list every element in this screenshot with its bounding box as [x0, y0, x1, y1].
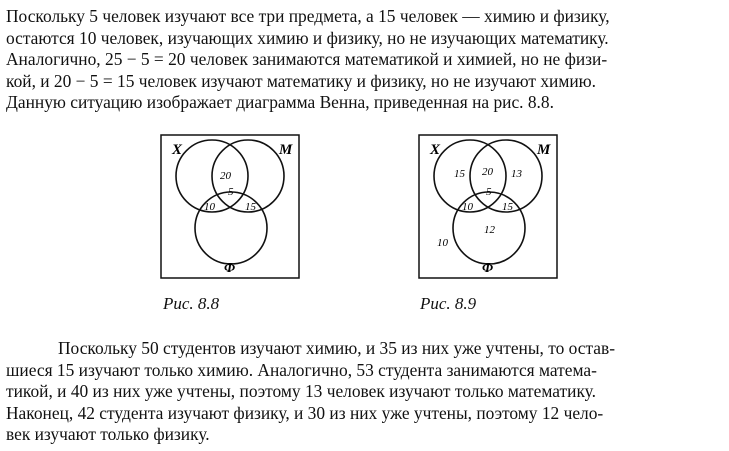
paragraph-1-line: Данную ситуацию изображает диаграмма Венна, приведенная на рис. 8.8. [6, 92, 554, 113]
figure-caption-8-9: Рис. 8.9 [420, 294, 477, 313]
region-xm-value: 20 [482, 166, 493, 178]
set-f-label: Φ [482, 261, 494, 276]
region-xmf-value: 5 [228, 186, 234, 198]
paragraph-2-line: век изучают только физику. [6, 424, 210, 445]
region-xmf-value: 5 [486, 186, 492, 198]
region-mf-value: 15 [502, 201, 513, 213]
paragraph-2-line: шиеся 15 изучают только химию. Аналогично, 53 студента занимаются матема- [6, 359, 597, 380]
paragraph-2 [6, 338, 721, 446]
region-xm-value: 20 [220, 170, 231, 182]
paragraph-1 [6, 6, 721, 114]
region-xf-value: 10 [462, 201, 473, 213]
figure-caption-8-8: Рис. 8.8 [163, 294, 220, 313]
paragraph-2-line: тикой, и 40 из них уже учтены, поэтому 13 человек изучают только математику. [6, 381, 596, 402]
region-x-only-value: 15 [454, 168, 465, 180]
paragraph-1-line: остаются 10 человек, изучающих химию и физику, но не изучающих математику. [6, 27, 609, 48]
region-f-only-value: 12 [484, 224, 495, 236]
region-xf-value: 10 [204, 201, 215, 213]
region-mf-value: 15 [245, 201, 256, 213]
set-m-label: M [537, 142, 551, 158]
paragraph-2-line: Наконец, 42 студента изучают физику, и 30 из них уже учтены, поэтому 12 чело- [6, 402, 604, 423]
venn-diagram-fig-8-9 [418, 134, 558, 280]
paragraph-1-line: Аналогично, 25 − 5 = 20 человек занимаются математикой и химией, но не физи- [6, 49, 608, 70]
set-x-label: X [172, 142, 183, 158]
region-m-only-value: 13 [511, 168, 522, 180]
paragraph-2-line: Поскольку 50 студентов изучают химию, и 35 из них уже учтены, то остав- [58, 338, 616, 358]
set-x-label: X [430, 142, 441, 158]
venn-diagram-fig-8-8 [160, 134, 300, 280]
paragraph-1-line: Поскольку 5 человек изучают все три предмета, а 15 человек — химию и физику, [6, 6, 610, 26]
region-outside-value: 10 [437, 237, 448, 249]
paragraph-1-line: кой, и 20 − 5 = 15 человек изучают математику и физику, но не изучают химию. [6, 70, 596, 91]
set-f-label: Φ [224, 261, 236, 276]
set-m-label: M [279, 142, 293, 158]
